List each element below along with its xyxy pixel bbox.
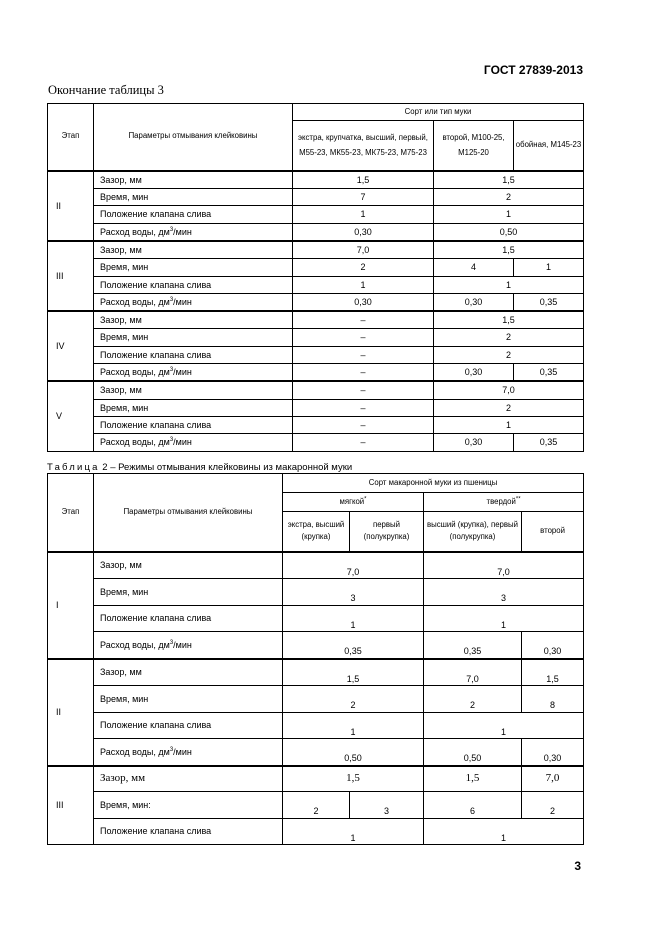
- table-row: [48, 792, 584, 819]
- value-cell: 7: [293, 189, 434, 206]
- param-cell: Положение клапана слива: [94, 346, 293, 363]
- param-cell: Расход воды, $дм^3$/мин: [94, 293, 293, 311]
- col-group-header: Сорт или тип муки: [293, 104, 584, 121]
- standard-number: ГОСТ 27839-2013: [483, 63, 583, 77]
- value-cell: 2: [434, 399, 584, 416]
- value-cell: 1,5: [283, 766, 424, 792]
- value-cell: –: [293, 311, 434, 329]
- value-cell: 2: [293, 259, 434, 276]
- value-cell: –: [293, 416, 434, 433]
- table-row: [48, 311, 584, 329]
- value-cell: 0,35: [514, 434, 584, 451]
- param-cell: Время, мин: [94, 686, 283, 713]
- param-cell: Время, мин: [94, 329, 293, 346]
- table-row: [48, 381, 584, 399]
- stage-cell: I: [48, 552, 94, 659]
- hard-wheat-header: твердой**: [424, 493, 584, 512]
- param-cell: Расход воды, $дм^3$/мин: [94, 632, 283, 659]
- value-cell: 1,5: [283, 659, 424, 686]
- param-cell: Зазор, мм: [94, 659, 283, 686]
- table-row: [48, 632, 584, 659]
- table-row: [48, 364, 584, 382]
- param-cell: Положение клапана слива: [94, 206, 293, 223]
- table-row: [48, 329, 584, 346]
- param-cell: Расход воды, $дм^3$/мин: [94, 739, 283, 766]
- value-cell: 1: [293, 206, 434, 223]
- table-row: [48, 276, 584, 293]
- stage-cell: III: [48, 241, 94, 311]
- value-cell: –: [293, 346, 434, 363]
- value-cell: 0,30: [434, 434, 514, 451]
- table-row: [48, 189, 584, 206]
- value-cell: 7,0: [522, 766, 584, 792]
- value-cell: 1,5: [434, 171, 584, 189]
- value-cell: 1,5: [434, 311, 584, 329]
- value-cell: 8: [522, 686, 584, 713]
- value-cell: 0,30: [293, 293, 434, 311]
- value-cell: 2: [424, 686, 522, 713]
- table-row: [48, 766, 584, 792]
- param-cell: Зазор, мм: [94, 381, 293, 399]
- table-row: [48, 579, 584, 606]
- value-cell: 0,50: [424, 739, 522, 766]
- value-cell: 0,30: [522, 739, 584, 766]
- param-cell: Положение клапана слива: [94, 712, 283, 739]
- value-cell: 7,0: [293, 241, 434, 259]
- col-group-header: Сорт макаронной муки из пшеницы: [283, 474, 584, 493]
- param-cell: Положение клапана слива: [94, 818, 283, 845]
- col-stage-header: Этап: [48, 104, 94, 171]
- table-row: [48, 818, 584, 845]
- param-cell: Время, мин: [94, 579, 283, 606]
- param-cell: Зазор, мм: [94, 311, 293, 329]
- value-cell: –: [293, 381, 434, 399]
- param-cell: Время, мин:: [94, 792, 283, 819]
- value-cell: 1,5: [434, 241, 584, 259]
- table-row: [48, 712, 584, 739]
- col-params-header: Параметры отмывания клейковины: [94, 474, 283, 552]
- table-row: [48, 241, 584, 259]
- value-cell: 0,30: [434, 364, 514, 382]
- table-row: [48, 434, 584, 451]
- param-cell: Зазор, мм: [94, 766, 283, 792]
- value-cell: 0,30: [434, 293, 514, 311]
- sub-header-a: экстра, высший (крупка): [283, 512, 350, 552]
- value-cell: 0,35: [514, 364, 584, 382]
- sub-header-c: высший (крупка), первый (полукрупка): [424, 512, 522, 552]
- value-cell: 1: [434, 416, 584, 433]
- param-cell: Положение клапана слива: [94, 276, 293, 293]
- value-cell: –: [293, 329, 434, 346]
- value-cell: 1,5: [293, 171, 434, 189]
- col-params-header: Параметры отмывания клейковины: [94, 104, 293, 171]
- value-cell: –: [293, 434, 434, 451]
- param-cell: Расход воды, $дм^3$/мин: [94, 434, 293, 451]
- stage-cell: V: [48, 381, 94, 451]
- value-cell: 0,30: [522, 632, 584, 659]
- value-cell: 7,0: [424, 659, 522, 686]
- value-cell: 3: [283, 579, 424, 606]
- value-cell: –: [293, 399, 434, 416]
- table-row: [48, 206, 584, 223]
- table-row: [48, 659, 584, 686]
- value-cell: 2: [434, 189, 584, 206]
- value-cell: 1: [434, 276, 584, 293]
- value-cell: 2: [283, 792, 350, 819]
- sub-header-b: второй, М100-25, М125-20: [434, 121, 514, 171]
- param-cell: Время, мин: [94, 259, 293, 276]
- sub-header-a: экстра, крупчатка, высший, первый, М55-23, МК55-23, МК75-23, М75-23: [293, 121, 434, 171]
- table-row: [48, 552, 584, 579]
- value-cell: 7,0: [434, 381, 584, 399]
- value-cell: 0,50: [283, 739, 424, 766]
- soft-wheat-header: мягкой*: [283, 493, 424, 512]
- sub-header-c: обойная, М145-23: [514, 121, 584, 171]
- value-cell: 3: [424, 579, 584, 606]
- stage-cell: III: [48, 766, 94, 845]
- table-row: [48, 293, 584, 311]
- value-cell: 1,5: [424, 766, 522, 792]
- value-cell: 0,35: [514, 293, 584, 311]
- table-row: [48, 416, 584, 433]
- value-cell: 1,5: [522, 659, 584, 686]
- stage-cell: II: [48, 659, 94, 766]
- param-cell: Положение клапана слива: [94, 416, 293, 433]
- stage-cell: IV: [48, 311, 94, 381]
- param-cell: Расход воды, $дм^3$/мин: [94, 364, 293, 382]
- value-cell: 1: [283, 605, 424, 632]
- table-row: [48, 399, 584, 416]
- value-cell: 1: [434, 206, 584, 223]
- col-stage-header: Этап: [48, 474, 94, 552]
- page-number: 3: [574, 859, 581, 873]
- sub-header-d: второй: [522, 512, 584, 552]
- table-row: [48, 686, 584, 713]
- table-row: [48, 171, 584, 189]
- sub-header-b: первый (полукрупка): [350, 512, 424, 552]
- param-cell: Положение клапана слива: [94, 605, 283, 632]
- param-cell: Зазор, мм: [94, 171, 293, 189]
- param-cell: Время, мин: [94, 189, 293, 206]
- value-cell: 7,0: [283, 552, 424, 579]
- value-cell: 0,30: [293, 223, 434, 241]
- value-cell: 0,35: [424, 632, 522, 659]
- value-cell: 2: [434, 329, 584, 346]
- table-row: [48, 739, 584, 766]
- value-cell: 2: [522, 792, 584, 819]
- param-cell: Время, мин: [94, 399, 293, 416]
- table-row: [48, 259, 584, 276]
- value-cell: 1: [293, 276, 434, 293]
- value-cell: 4: [434, 259, 514, 276]
- value-cell: 6: [424, 792, 522, 819]
- value-cell: 1: [283, 712, 424, 739]
- value-cell: 0,35: [283, 632, 424, 659]
- value-cell: 1: [424, 712, 584, 739]
- param-cell: Расход воды, $дм^3$/мин: [94, 223, 293, 241]
- table-3-end: [47, 103, 584, 452]
- value-cell: 7,0: [424, 552, 584, 579]
- table-row: [48, 605, 584, 632]
- value-cell: 0,50: [434, 223, 584, 241]
- param-cell: Зазор, мм: [94, 552, 283, 579]
- stage-cell: II: [48, 171, 94, 241]
- param-cell: Зазор, мм: [94, 241, 293, 259]
- table-row: [48, 223, 584, 241]
- value-cell: 2: [434, 346, 584, 363]
- value-cell: 1: [424, 818, 584, 845]
- value-cell: 1: [514, 259, 584, 276]
- value-cell: 2: [283, 686, 424, 713]
- table-continuation-caption: Окончание таблицы 3: [48, 83, 164, 97]
- table-2: [47, 473, 584, 845]
- value-cell: 1: [424, 605, 584, 632]
- table-2-caption: Таблица 2 – Режимы отмывания клейковины из макаронной муки: [47, 462, 353, 473]
- value-cell: –: [293, 364, 434, 382]
- table-row: [48, 346, 584, 363]
- value-cell: 1: [283, 818, 424, 845]
- value-cell: 3: [350, 792, 424, 819]
